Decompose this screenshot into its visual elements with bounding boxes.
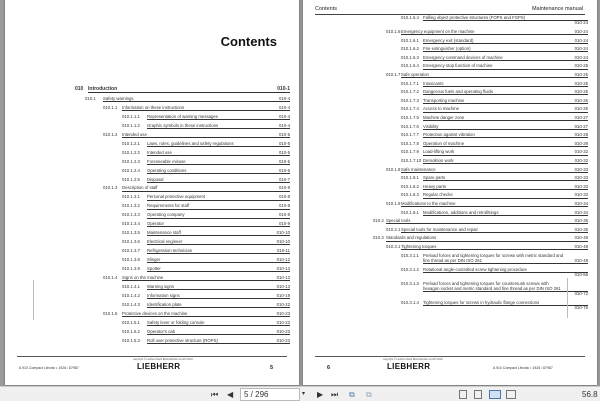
toc-entry-page: 010-24 [574, 20, 588, 26]
toc-entry-title: Modifications to the machine [401, 201, 588, 207]
toc-entry-title: Safety lever or folding console [147, 320, 290, 326]
two-page-view-icon[interactable] [489, 390, 501, 399]
toc-entry-title: Special tools [386, 218, 588, 224]
toc-entry-title: Operation of machine [423, 141, 588, 147]
toc-entry-page: 010-4 [279, 113, 290, 119]
toc-entry-page: 010-26 [574, 106, 588, 112]
footer-copyright: copyright © Liebherr-Werk Bischofshofen GmbH 2018 [383, 358, 443, 361]
toc-entry-number: 010.1.9 [386, 201, 401, 206]
toc-entry-page: 010-7 [279, 176, 290, 182]
footer-divider [315, 356, 585, 357]
footer-copyright: copyright © Liebherr-Werk Bischofshofen GmbH 2018 [133, 358, 193, 361]
toc-entry-title: Safety warnings [103, 96, 290, 102]
viewer-toolbar [0, 386, 600, 401]
toc-entry-number: 010.1.3.9 [122, 266, 140, 271]
toc-entry-page: 010-24 [574, 29, 588, 34]
toc-entry-title: Heavy parts [423, 184, 588, 190]
toc-entry-number: 010.1.3.6 [122, 239, 140, 245]
page-number: 6 [327, 365, 331, 371]
toc-entry-number: 010.1.7.8 [401, 140, 419, 146]
toc-entry-title: Personal protective equipment [147, 194, 290, 200]
toc-entry-page: 010-12 [276, 257, 290, 263]
toc-entry-number: 010.1.3.2 [122, 203, 140, 209]
toc-entry-page: 010-24 [574, 46, 588, 52]
toc-entry-number: 010.1.2.1 [122, 140, 140, 146]
toc-entry-number: 010.1.5.1 [122, 319, 140, 325]
toc-entry-page: 010-5 [279, 149, 290, 155]
toc-entry-page: 010-55 [574, 271, 588, 277]
zoom-level[interactable]: 56.8 [582, 390, 598, 399]
toc-entry-title: Identification plate [147, 302, 290, 308]
toc-entry-title: Machine danger zone [423, 115, 588, 121]
toc-entry-number: 010.1.2.2 [122, 149, 140, 155]
toc-entry-title: Rotational angle-controlled screw tightening procedure [423, 267, 588, 273]
toc-entry-title: Safe maintenance [401, 167, 588, 173]
toc-entry-title: Standards and regulations [386, 235, 588, 241]
toc-entry-number: 010.3.1.3 [401, 280, 419, 286]
toc-entry-page: 010-9 [279, 221, 290, 227]
toc-entry-title: Description of staff [122, 185, 290, 191]
first-page-icon[interactable]: ⏮ [211, 390, 219, 399]
toc-entry-title: Maintenance staff [147, 230, 290, 236]
toc-entry-page: 010-48 [574, 257, 588, 263]
footer-divider [17, 356, 287, 357]
toc-entry-number: 010.1.7.2 [401, 89, 419, 95]
toc-entry-page: 010-34 [574, 209, 588, 215]
toc-entry-number: 010.1.3.1 [122, 194, 140, 200]
toc-entry-number: 010.3.1.2 [401, 266, 419, 272]
toc-entry-number: 010 [75, 86, 84, 92]
toc-entry-page: 010-13 [276, 274, 290, 280]
toc-entry-number: 010.1.2 [103, 131, 118, 137]
toc-entry-title: Laws, rules, guidelines and safety regulations [147, 141, 290, 147]
toc-entry-page: 010-35 [574, 218, 588, 224]
toc-entry-page: 010-13 [276, 283, 290, 289]
toc-entry-number: 010.1.4.2 [122, 292, 140, 298]
toc-entry-page: 010-48 [574, 235, 588, 241]
toc-entry-number: 010.1.6.1 [401, 37, 419, 43]
two-page-continuous-view-icon[interactable] [506, 390, 516, 399]
toc-entry-page: 010-4 [279, 104, 290, 110]
toc-entry-page: 010-24 [574, 54, 588, 60]
pdf-page-left [5, 0, 299, 385]
previous-view-icon[interactable]: ⧉ [349, 390, 355, 399]
toc-entry-number: 010.1.7.3 [401, 97, 419, 103]
toc-entry-number: 010.1.3.7 [122, 248, 140, 254]
toc-entry-number: 010.1.6.3 [401, 54, 419, 60]
toc-entry-page: 010-23 [276, 328, 290, 334]
toc-entry-title: Intended use [147, 150, 290, 156]
toc-entry-title: Refrigeration technician [147, 248, 290, 254]
toc-entry-number: 010.1.7.6 [401, 123, 419, 129]
toc-entry-title: Foreseeable misuse [147, 159, 290, 165]
single-page-view-icon[interactable] [459, 390, 467, 399]
toc-entry-title: Information on these instructions [122, 105, 290, 111]
toc-entry-number: 010.1.8.2 [401, 183, 419, 189]
toc-entry-title: Preload forces and tightening torques for screws with metric standard and fine thread as per DIN ISO 261 [423, 253, 588, 264]
toc-entry-number: 010.1.7.5 [401, 115, 419, 120]
liebherr-logo: LIEBHERR [387, 362, 431, 371]
toc-entry-number: 010.1.3.4 [122, 221, 140, 227]
toc-entry-number: 010.1.1.1 [122, 113, 140, 119]
toc-entry-title: Special tools for maintenance and repair [401, 227, 588, 233]
toc-entry-title: Requirements for staff [147, 203, 290, 209]
toc-entry-page: 010-22 [276, 301, 290, 307]
toc-entry-page: 010-13 [276, 266, 290, 271]
header-right: Maintenance manual [531, 6, 583, 12]
toc-entry-title: Electrical engineer [147, 239, 290, 245]
toc-entry-number: 010.1.1 [103, 104, 118, 110]
toc-entry-number: 010.1.8.3 [401, 192, 419, 198]
toc-entry-page: 010-8 [279, 194, 290, 200]
toc-entry-title: Roll over protective structure (ROPS) [147, 338, 290, 344]
toc-entry-page: 010-72 [574, 290, 588, 296]
toc-entry-number: 010.1.6 [386, 29, 401, 34]
toc-entry-number: 010.1.7 [386, 72, 401, 77]
toc-entry-title: Tightening torques for screws in hydraulic flange connections [423, 300, 588, 306]
toc-entry-page: 010-8 [279, 203, 290, 209]
toc-entry-page: 010-8 [279, 212, 290, 218]
toc-entry-page: 010-27 [574, 123, 588, 129]
toc-entry-page: 010-27 [574, 115, 588, 120]
toc-entry-page: 010-23 [276, 319, 290, 325]
toc-entry-title: Preload forces and tightening torques for countersunk screws with hexagon socket and metric standard and fine thread as per DIN ISO 261 [423, 281, 588, 292]
toc-entry-page: 010-76 [574, 305, 588, 311]
next-page-icon[interactable]: ▶ [317, 390, 324, 399]
toc-entry-title: Fire extinguisher (option) [423, 46, 588, 52]
toc-entry-number: 010.1.6.2 [401, 46, 419, 52]
toc-entry-page: 010-35 [574, 226, 588, 232]
toc-entry-page: 010-33 [574, 183, 588, 189]
toc-entry-number: 010.2.1 [386, 226, 401, 232]
toc-entry-title: Safe operation [401, 72, 588, 78]
next-view-icon[interactable]: ⧉ [366, 390, 372, 399]
toc-entry-page: 010-26 [574, 97, 588, 103]
toc-entry-title: Slinger [147, 257, 290, 263]
toc-entry-title: Spare parts [423, 175, 588, 181]
toc-entry-number: 010.1.4.3 [122, 301, 140, 307]
toc-entry-page: 010-5 [279, 158, 290, 164]
toc-entry-number: 010.1.6.4 [401, 63, 419, 69]
page-dropdown-icon[interactable]: ▾ [302, 391, 306, 397]
toc-entry-number: 010.1.7.9 [401, 149, 419, 155]
toc-entry-number: 010.1.7.10 [401, 158, 422, 163]
previous-page-icon[interactable]: ◀ [227, 390, 234, 399]
side-margin-text [567, 278, 568, 318]
pdf-page-right [303, 0, 597, 385]
side-margin-text [33, 280, 34, 320]
toc-entry-page: 010-19 [276, 292, 290, 298]
toc-entry-number: 010.3.1.4 [401, 300, 419, 305]
toc-entry-title: Representation of warning messages [147, 114, 290, 120]
toc-entry-title: Protection against vibration [423, 132, 588, 138]
toc-entry-number: 010.1.3 [103, 185, 118, 191]
toc-entry-number: 010.1.5 [103, 310, 118, 316]
toc-entry-title: Graphic symbols in these instructions [147, 123, 290, 129]
toc-entry-title: Operator's cab [147, 329, 290, 335]
toc-entry-number: 010.1 [85, 95, 96, 101]
page-number: 5 [270, 365, 274, 371]
toc-entry-title: Intended use [122, 132, 290, 138]
toc-entry-title: Emergency stop function of machine [423, 63, 588, 69]
toc-entry-title: Tightening torques [401, 244, 588, 250]
toc-entry-page: 010-28 [574, 132, 588, 138]
toc-entry-title: Load-lifting work [423, 149, 588, 155]
toc-entry-page: 010-25 [574, 89, 588, 95]
toc-entry-page: 010-11 [276, 248, 290, 254]
toc-entry-title: Spotter [147, 266, 290, 272]
toc-entry-title: Warning signs [147, 284, 290, 290]
toc-entry-number: 010.1.5.2 [122, 328, 140, 334]
toc-entry-number: 010.1.1.2 [122, 122, 140, 128]
toc-entry-page: 010-48 [574, 244, 588, 249]
toc-entry-title: Intoxicants [423, 81, 588, 87]
toc-entry-page: 010-34 [574, 201, 588, 206]
page-number-input[interactable]: 5 / 296 [240, 388, 300, 401]
toc-entry-title: Emergency exit (standard) [423, 38, 588, 44]
toc-entry-page: 010-24 [574, 37, 588, 43]
toc-entry-number: 010.1.8 [386, 166, 401, 172]
toc-entry-title: Emergency equipment on the machine [401, 29, 588, 35]
toc-entry-number: 010.3.1.1 [401, 252, 419, 258]
toc-entry-title: Signs on the machine [122, 275, 290, 281]
toc-entry-title: Operator [147, 221, 290, 227]
toc-entry-page: 010-10 [276, 239, 290, 245]
toc-entry-number: 010.2 [373, 218, 384, 224]
toc-entry-page: 010-5 [279, 131, 290, 137]
toc-entry-page: 010-4 [279, 122, 290, 128]
toc-entry-title: Information signs [147, 293, 290, 299]
toc-entry-page: 010-1 [277, 86, 290, 92]
toc-entry-title: Regular checks [423, 192, 588, 198]
toc-entry-title: Introduction [88, 87, 290, 93]
toc-entry-page: 010-25 [574, 72, 588, 77]
footer-doc-id: A 910 Compact Litronic • 1926 / 87987 [493, 366, 553, 370]
toc-entry-number: 010.1.5.4 [401, 15, 419, 20]
footer-doc-id: A 910 Compact Litronic • 1926 / 87987 [19, 366, 79, 370]
toc-entry-page: 010-23 [276, 310, 290, 316]
toc-entry-number: 010.1.3.3 [122, 212, 140, 218]
toc-entry-number: 010.3.1 [386, 244, 401, 249]
toc-entry-number: 010.1.3.5 [122, 230, 140, 236]
toc-entry-number: 010.1.3.8 [122, 257, 140, 263]
toc-entry-number: 010.3 [373, 235, 384, 241]
toc-entry-number: 010.1.8.1 [401, 175, 419, 181]
toc-entry-page: 010-32 [574, 149, 588, 155]
liebherr-logo: LIEBHERR [137, 362, 181, 371]
toc-entry-title: Falling object protective structures (FOPS and FGPS) [423, 15, 588, 21]
toc-entry-number: 010.1.4 [103, 274, 118, 280]
toc-entry-page: 010-25 [574, 80, 588, 86]
toc-entry-page: 010-33 [574, 192, 588, 198]
toc-entry-title: Protective devices on the machine [122, 311, 290, 317]
toc-entry-number: 010.1.7.1 [401, 80, 419, 86]
toc-entry-title: Demolition work [423, 158, 588, 164]
continuous-view-icon[interactable] [474, 390, 482, 399]
toc-entry-title: Disposal [147, 177, 290, 183]
toc-entry-page: 010-6 [279, 167, 290, 173]
toc-entry-title: Access to machine [423, 106, 588, 112]
toc-entry-number: 010.1.2.3 [122, 158, 140, 164]
page-title: Contents [220, 34, 277, 49]
toc-entry-page: 010-5 [279, 140, 290, 146]
toc-entry-title: Transporting machine [423, 98, 588, 104]
toc-entry-page: 010-33 [574, 175, 588, 181]
toc-entry-page: 010-8 [279, 185, 290, 191]
toc-entry-number: 010.1.5.3 [122, 337, 140, 343]
header-left: Contents [315, 6, 338, 12]
toc-entry-number: 010.1.4.1 [122, 283, 140, 289]
toc-entry-title: Operating company [147, 212, 290, 218]
toc-entry-page: 010-33 [574, 166, 588, 172]
toc-entry-page: 010-25 [574, 63, 588, 69]
toc-entry-page: 010-4 [279, 95, 290, 101]
toc-entry-title: Modifications, additions and retrofittings [423, 210, 588, 216]
toc-entry-number: 010.1.2.4 [122, 167, 140, 173]
toc-entry-title: Dangerous fuels and operating fluids [423, 89, 588, 95]
last-page-icon[interactable]: ⏭ [331, 390, 339, 399]
toc-entry-page: 010-32 [574, 158, 588, 163]
toc-entry-title: Visibility [423, 124, 588, 130]
toc-entry-page: 010-10 [276, 230, 290, 236]
toc-entry-number: 010.1.7.7 [401, 132, 419, 138]
toc-entry-number: 010.1.7.4 [401, 106, 419, 112]
toc-entry-page: 010-23 [276, 337, 290, 343]
toc-entry-number: 010.1.2.5 [122, 176, 140, 182]
toc-entry-title: Emergency command devices of machine [423, 55, 588, 61]
toc-entry-title: Operating conditions [147, 168, 290, 174]
toc-entry-page: 010-29 [574, 140, 588, 146]
toc-entry-number: 010.1.9.1 [401, 209, 419, 215]
